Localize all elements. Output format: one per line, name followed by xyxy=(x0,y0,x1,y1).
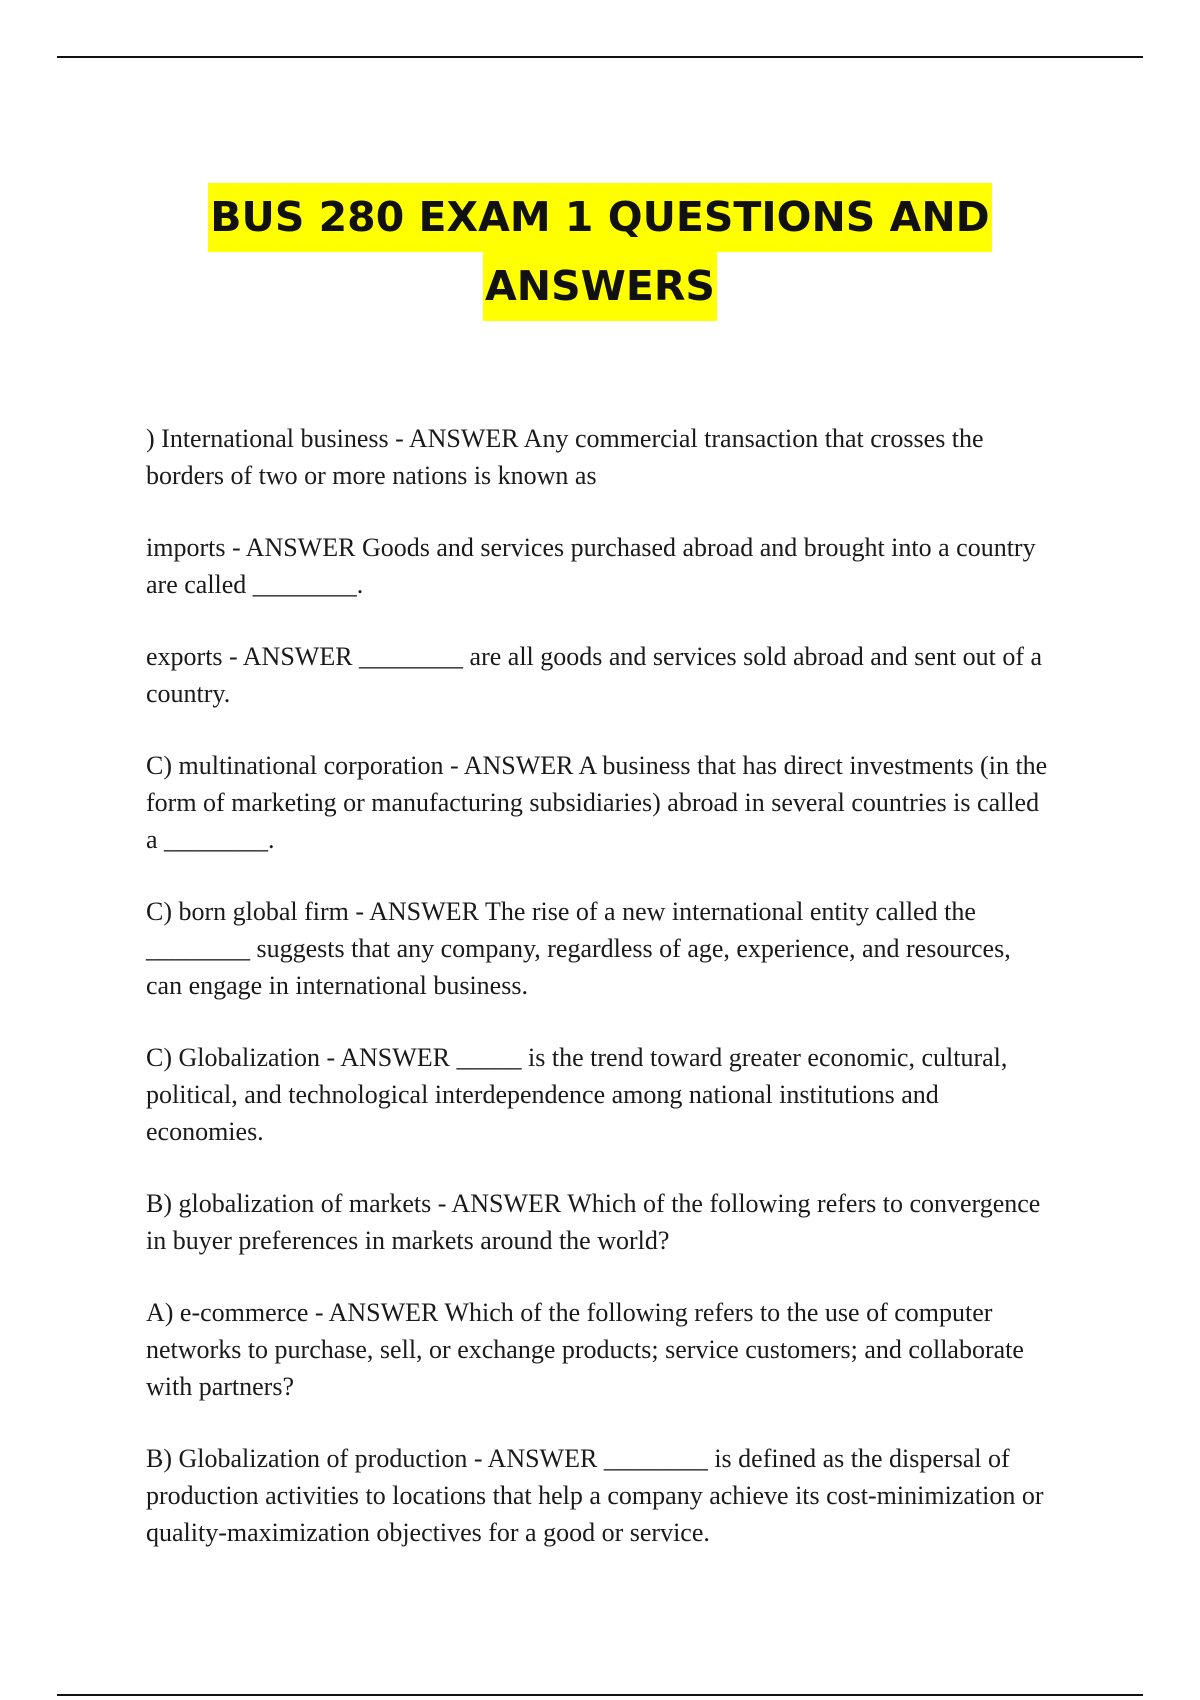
qa-list xyxy=(146,420,1051,1586)
title-line-1: BUS 280 EXAM 1 QUESTIONS AND xyxy=(208,183,991,252)
bottom-rule xyxy=(57,1694,1143,1696)
qa-item: B) Globalization of production - ANSWER ________ is defined as the dispersal of production activities to locations that help a company achieve its cost-minimization or quality-maximization objectives for a good or service. xyxy=(146,1444,1044,1547)
qa-item: ) International business - ANSWER Any commercial transaction that crosses the borders of two or more nations is known as xyxy=(146,424,984,490)
qa-item: C) Globalization - ANSWER _____ is the trend toward greater economic, cultural, political, and technological interdependence among national institutions and economies. xyxy=(146,1043,1008,1146)
qa-item: B) globalization of markets - ANSWER Which of the following refers to convergence in buyer preferences in markets around the world? xyxy=(146,1189,1041,1255)
qa-item: exports - ANSWER ________ are all goods and services sold abroad and sent out of a country. xyxy=(146,642,1043,708)
qa-item: A) e-commerce - ANSWER Which of the following refers to the use of computer networks to purchase, sell, or exchange products; service customers; and collaborate with partners? xyxy=(146,1298,1024,1401)
document-title xyxy=(0,183,1200,321)
top-rule xyxy=(57,56,1143,58)
qa-item: imports - ANSWER Goods and services purchased abroad and brought into a country are called ________. xyxy=(146,533,1036,599)
title-line-2: ANSWERS xyxy=(483,252,717,321)
qa-item: C) multinational corporation - ANSWER A business that has direct investments (in the form of marketing or manufacturing subsidiaries) abroad in several countries is called a ________. xyxy=(146,751,1048,854)
qa-item: C) born global firm - ANSWER The rise of a new international entity called the ________ suggests that any company, regardless of age, experience, and resources, can engage in international business. xyxy=(146,897,1011,1000)
